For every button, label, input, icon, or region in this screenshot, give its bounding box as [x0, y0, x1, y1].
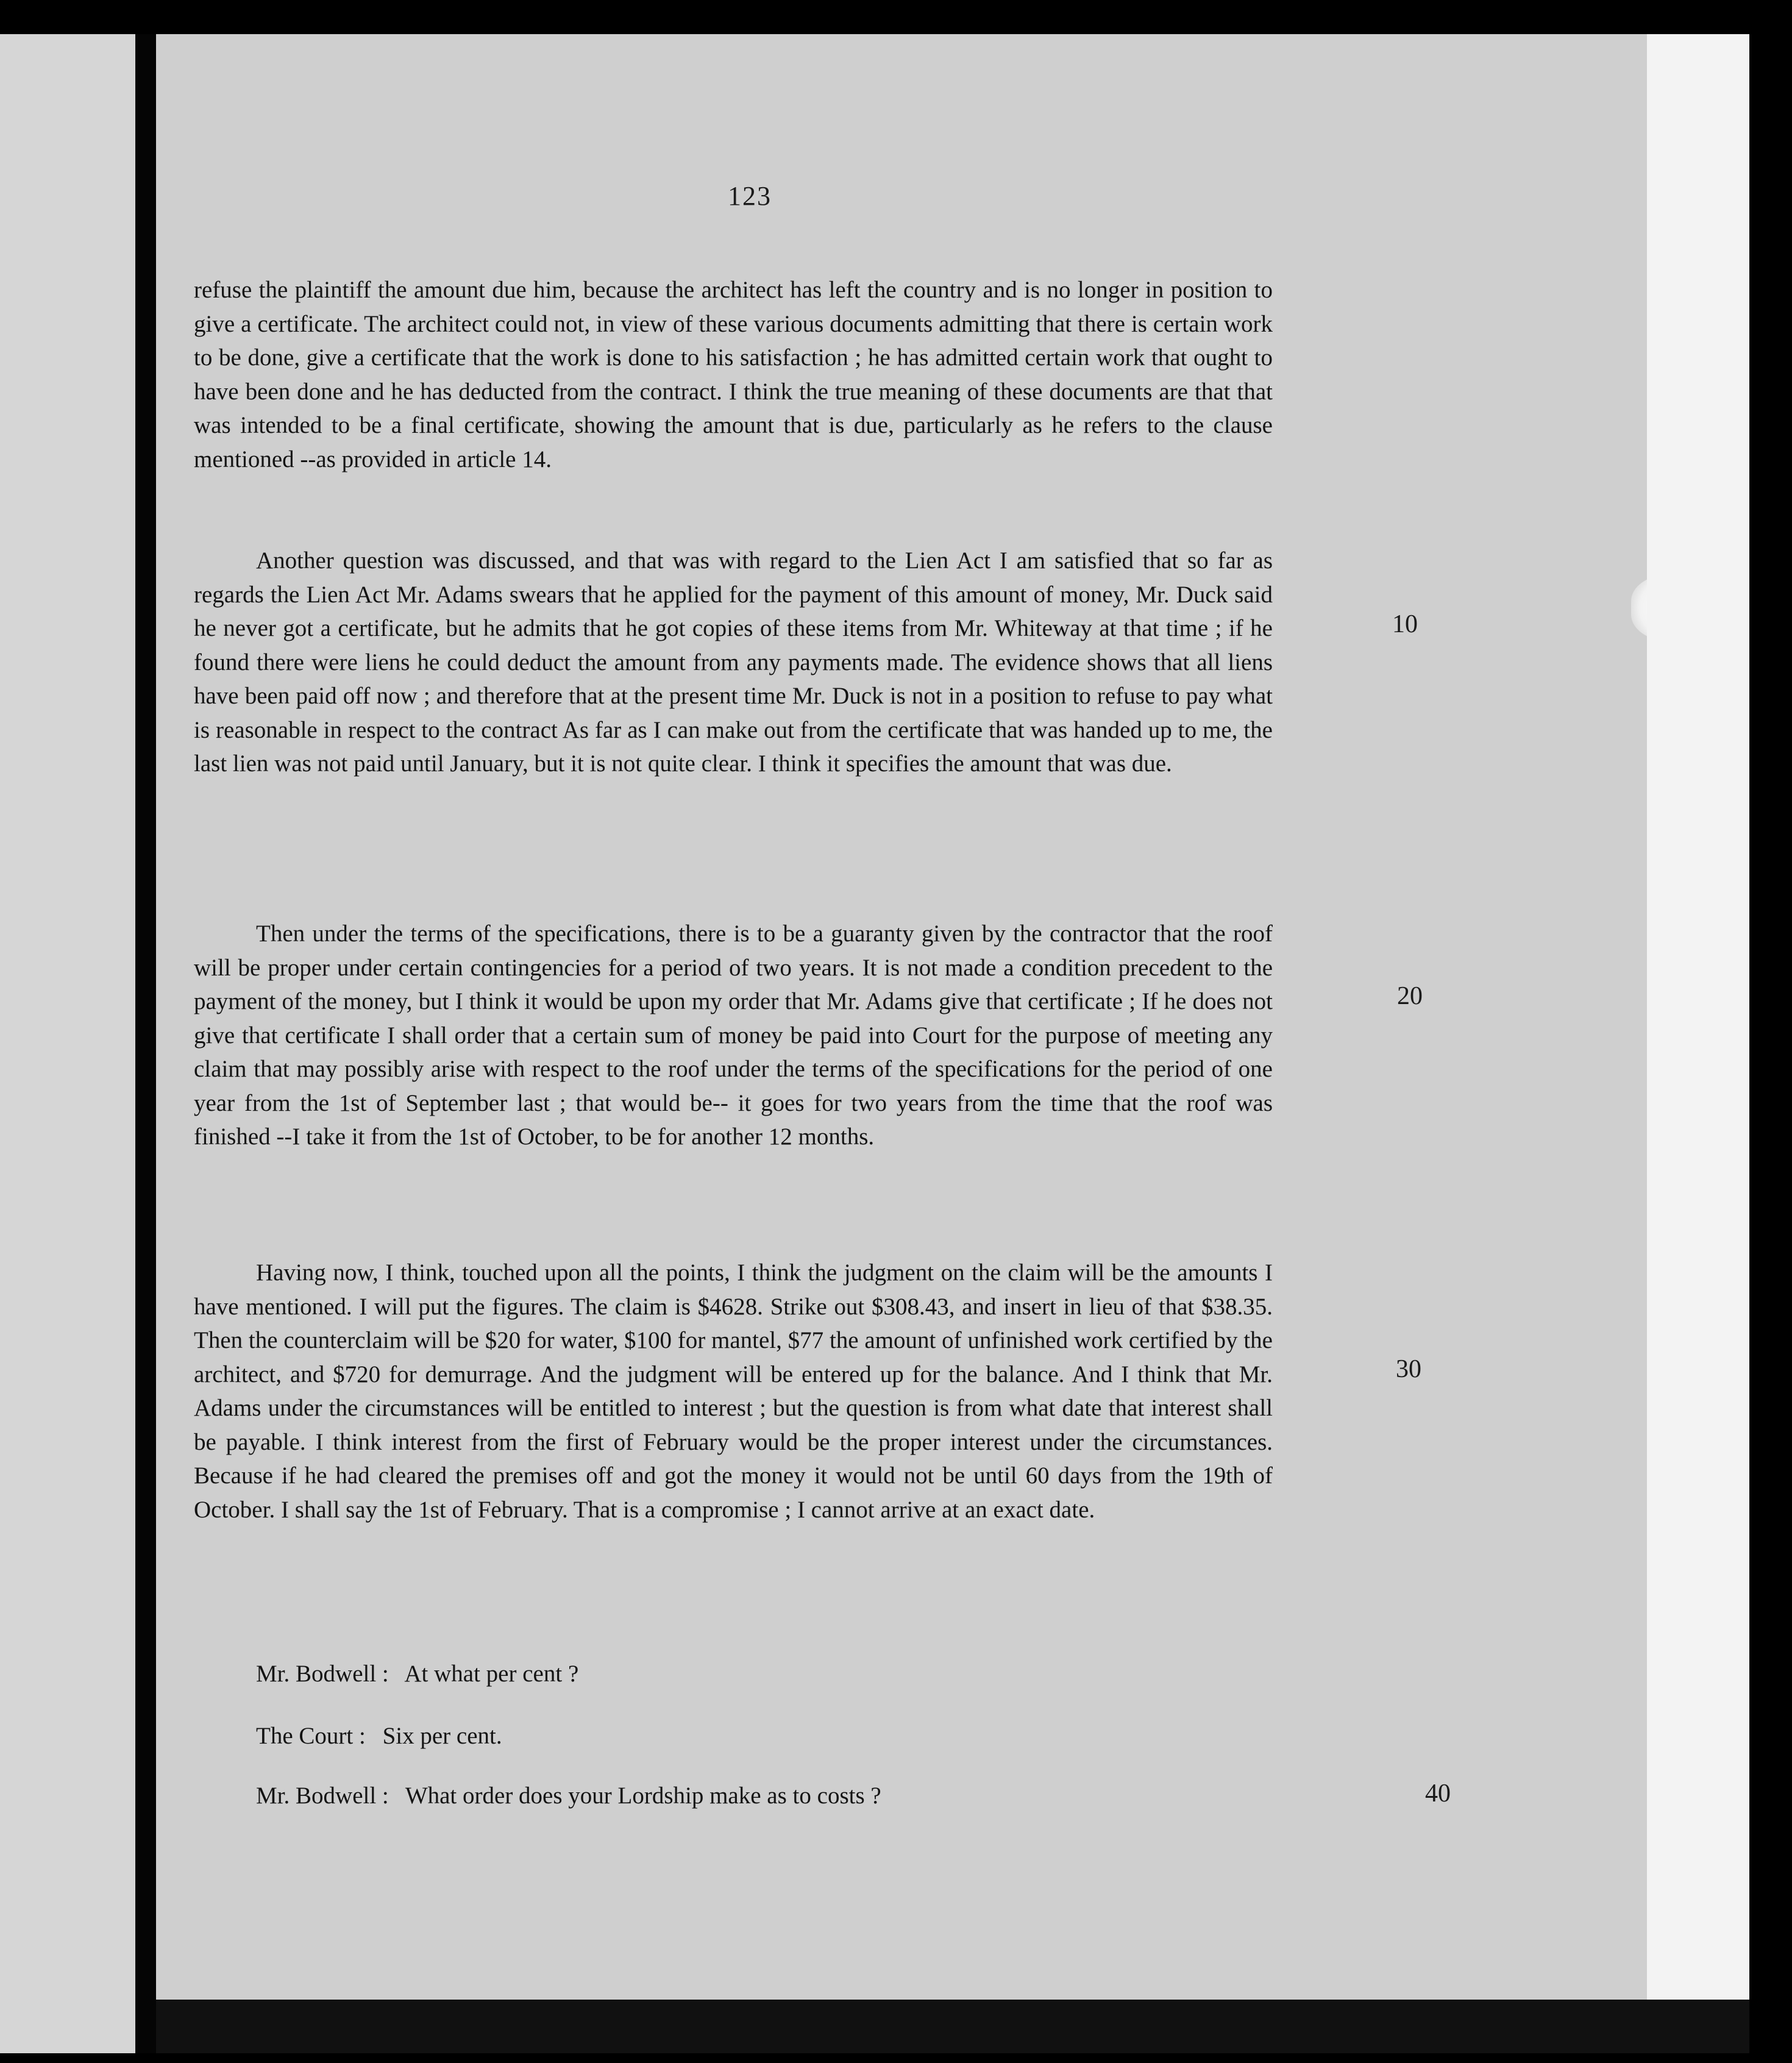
- page-number: 123: [728, 181, 772, 211]
- binding-gutter: [135, 34, 156, 2053]
- paragraph-lien-act: Another question was discussed, and that was with regard to the Lien Act I am satisfied that so far as regards the Lien Act Mr. Adams swears that he applied for the payment of this amount of money, Mr. Duck said he never got a certificate, but he admits that he got copies of these items from Mr. Whiteway at that time ; if he found there were liens he could deduct the amount from any payments made. The evidence shows that all liens have been paid off now ; and therefore that at the present time Mr. Duck is not in a position to refuse to pay what is reasonable in respect to the contract As far as I can make out from the certificate that was handed up to me, the last lien was not paid until January, but it is not quite clear. I think it specifies the amount that was due.: [194, 547, 1273, 777]
- paper-blemish: [1631, 574, 1647, 641]
- page-margin-strip: [1647, 34, 1749, 2000]
- speaker-name: Mr. Bodwell :: [256, 1661, 389, 1687]
- facing-page-edge: [0, 34, 135, 2053]
- dialogue-text: What order does your Lordship make as to costs ?: [405, 1783, 881, 1809]
- scan-bottom-border: [156, 2000, 1749, 2053]
- speaker-name: Mr. Bodwell :: [256, 1783, 389, 1809]
- paragraph-roof-guaranty: Then under the terms of the specifications, there is to be a guaranty given by the contractor that the roof will be proper under certain contingencies for a period of two years. It is not made a condition precedent to the payment of the money, but I think it would be upon my order that Mr. Adams give that certificate ; If he does not give that certificate I shall order that a certain sum of money be paid into Court for the purpose of meeting any claim that may possibly arise with respect to the roof under the terms of the specifications for the period of one year from the 1st of September last ; that would be-- it goes for two years from the time that the roof was finished --I take it from the 1st of October, to be for another 12 months.: [194, 921, 1273, 1150]
- speaker-name: The Court :: [256, 1723, 366, 1749]
- line-number-marker: 20: [1397, 982, 1423, 1010]
- paragraph-architect-certificate: refuse the plaintiff the amount due him, because the architect has left the country and is no longer in position to give a certificate. The architect could not, in view of these various documents admitting that there is certain work to be done, give a certificate that the work is done to his satisfaction ; he has admitted certain work that ought to have been done and he has deducted from the contract. I think the true meaning of these documents are that that was intended to be a final certificate, showing the amount that is due, particularly as he refers to the clause mentioned --as provided in article 14.: [194, 277, 1273, 472]
- paragraph-judgment-figures: Having now, I think, touched upon all the points, I think the judgment on the claim will be the amounts I have mentioned. I will put the figures. The claim is $4628. Strike out $308.43, and insert in lieu of that $38.35. Then the counterclaim will be $20 for water, $100 for mantel, $77 the amount of unfinished work certified by the architect, and $720 for demurrage. And the judgment will be entered up for the balance. And I think that Mr. Adams under the circumstances will be entitled to interest ; but the question is from what date that interest shall be payable. I think interest from the first of February would be the proper interest under the circumstances. Because if he had cleared the premises off and got the money it would not be until 60 days from the 19th of October. I shall say the 1st of February. That is a compromise ; I cannot arrive at an exact date.: [194, 1260, 1273, 1523]
- dialogue-text: At what per cent ?: [404, 1661, 579, 1687]
- line-number-marker: 30: [1396, 1355, 1421, 1383]
- dialogue-line: [256, 1719, 502, 1753]
- dialogue-line: [256, 1779, 881, 1812]
- dialogue-line: [256, 1657, 578, 1691]
- line-number-marker: 10: [1392, 610, 1418, 638]
- line-number-marker: 40: [1425, 1780, 1451, 1808]
- dialogue-text: Six per cent.: [382, 1723, 502, 1749]
